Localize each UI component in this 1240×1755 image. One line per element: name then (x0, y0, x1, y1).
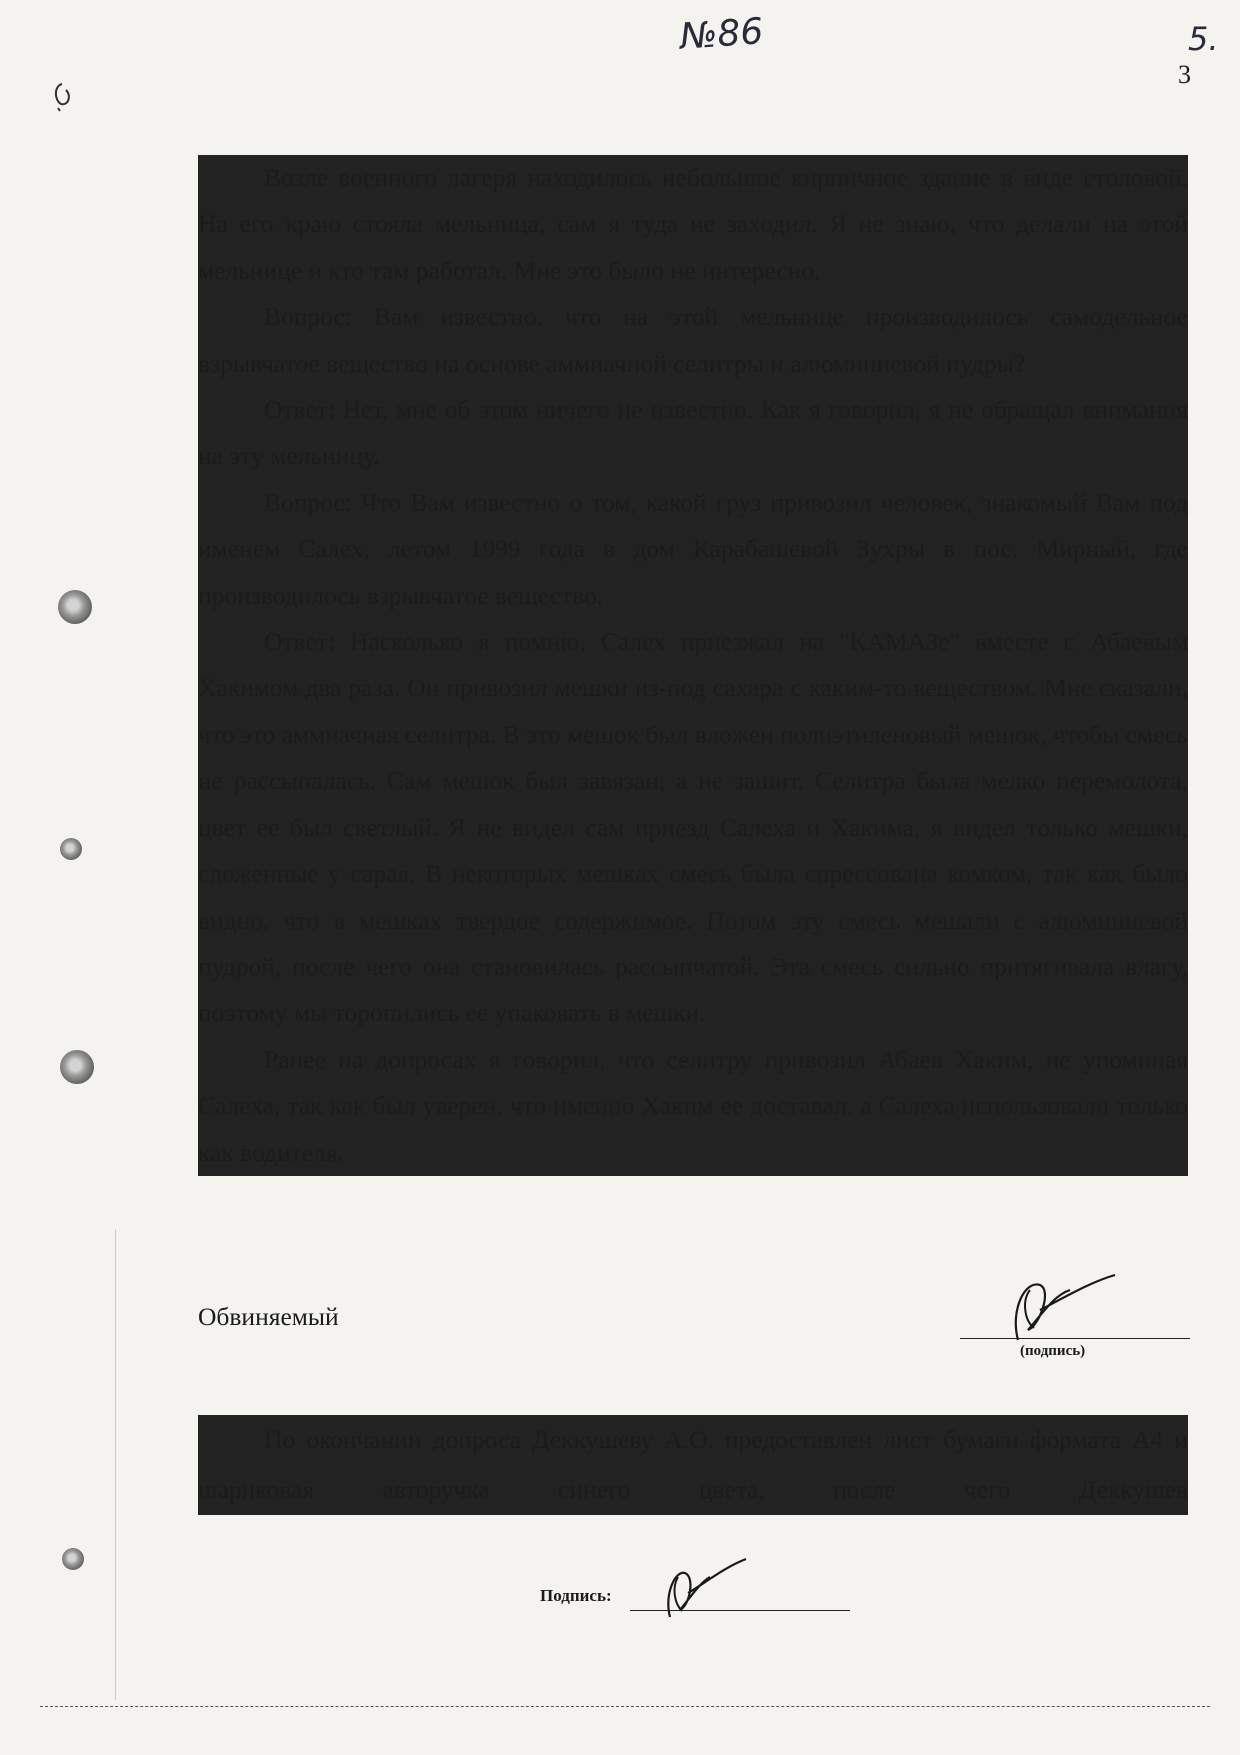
signature-caption: (подпись) (1020, 1343, 1086, 1359)
paragraph-5: Ответ: Насколько я помню, Салех приезжал на "КАМАЗе" вместе с Абаевым Хакимом два раза. Он привозил мешки из-под сахара с каким-то веществом. Мне сказали, что это аммиачная селитра. В это мешок был вложен полиэтиленовый мешок, чтобы смесь не рассыпалась. Сам мешок был завязан, а не зашит. Селитра была мелко перемолота, цвет ее был светлый. Я не видел сам приезд Салеха и Хакима, я видел только мешки, сложенные у сарая. В некоторых мешках смесь была спрессована комком, так как было видно, что в мешках твердое содержимое. Потом эту смесь мешали с алюминиевой пудрой, после чего она становилась рассыпчатой. Эта смесь сильно притягивала влагу, поэтому мы торопились ее упаковать в мешки. (198, 619, 1188, 1037)
page-number: 3 (1178, 60, 1191, 89)
interrogation-text (198, 155, 1188, 1176)
paragraph-3: Ответ: Нет, мне об этом ничего не известно. Как я говорил, я не обращал внимания на эту мельницу. (198, 387, 1188, 480)
punch-hole-icon (58, 590, 92, 624)
margin-mark-icon (48, 78, 78, 119)
accused-label: Обвиняемый (198, 1302, 339, 1331)
bottom-signature-icon (660, 1555, 750, 1630)
bottom-signature-line (630, 1610, 850, 1611)
accused-signature-line (960, 1338, 1190, 1339)
punch-hole-icon (62, 1548, 84, 1570)
paragraph-6: Ранее на допросах я говорил, что селитру привозил Абаев Хаким, не упоминая Салеха, так как был уверен, что именно Хаким ее доставал, а Салеха использовали только как водителя. (198, 1037, 1188, 1176)
closing-text (198, 1415, 1188, 1515)
punch-hole-icon (60, 838, 82, 860)
closing-paragraph: По окончании допроса Деккушеву А.О. предоставлен лист бумаги формата А4 и шариковая авторучка синего цвета, после чего Деккушев (198, 1415, 1188, 1515)
bottom-edge-rule (40, 1706, 1210, 1707)
handwritten-sheet-number: 5. (1188, 20, 1219, 58)
paragraph-2: Вопрос: Вам известно, что на этой мельнице производилось самодельное взрывчатое вещество на основе аммиачной селитры и алюминиевой пудры? (198, 294, 1188, 387)
paragraph-1: Возле военного лагеря находилось небольшое кирпичное здание в виде столовой. На его краю стояла мельница, сам я туда не заходил. Я не знаю, что делали на этой мельнице и кто там работал. Мне это было не интересно. (198, 155, 1188, 294)
paragraph-4: Вопрос: Что Вам известно о том, какой груз привозил человек, знакомый Вам под именем Салех, летом 1999 года в дом Карабашевой Зухры в пос. Мирный, где производилось взрывчатое вещество. (198, 480, 1188, 619)
margin-rule (115, 1230, 116, 1700)
punch-hole-icon (60, 1050, 94, 1084)
handwritten-case-number: №86 (678, 11, 765, 58)
signature-label: Подпись: (540, 1586, 612, 1605)
